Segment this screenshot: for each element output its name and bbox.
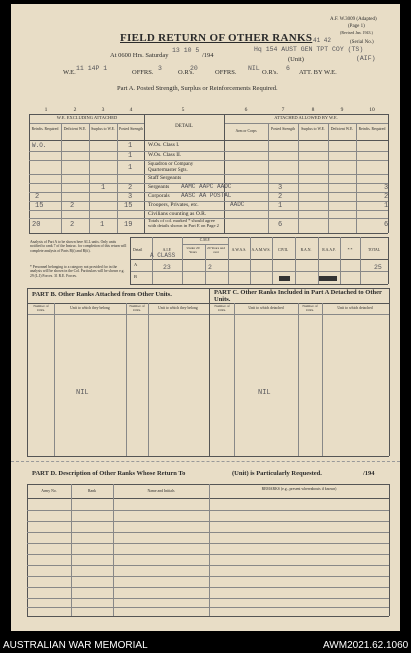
col-head: Unit to which detached bbox=[248, 306, 284, 310]
analysis-head: Detail bbox=[133, 248, 143, 252]
attached-header: ATTACHED ALLOWED BY W.E. bbox=[274, 115, 338, 120]
analysis-head: * * bbox=[347, 248, 353, 252]
arm-typed: AAMC AAPC AADC bbox=[181, 183, 232, 190]
col-head: Rank bbox=[87, 489, 97, 493]
page-ref: (Page 1) bbox=[348, 24, 365, 29]
form-ref: A.F. W.3009 (Adapted) bbox=[330, 17, 377, 22]
analysis-head: R.A.A.F. bbox=[322, 248, 336, 252]
part-b-nil: NIL bbox=[76, 389, 89, 397]
row-a-label: A bbox=[134, 262, 138, 267]
unit-typed: Hq 154 AUST GEN TPT COY (TS) bbox=[254, 46, 364, 53]
we-typed: 11 14P 1 bbox=[76, 65, 108, 72]
row-detail: W.Os. Class II. bbox=[148, 152, 182, 158]
typed-cell: 1 bbox=[100, 221, 105, 229]
unit-label: (Unit) bbox=[288, 56, 304, 63]
part-c-title: PART C. Other Ranks Included in Part A Detached to Other Units. bbox=[214, 289, 382, 304]
col-number: 4 bbox=[129, 107, 133, 113]
footer-left: AUSTRALIAN WAR MEMORIAL bbox=[3, 640, 148, 651]
paper-sheet bbox=[11, 4, 400, 631]
typed-cell: 19 bbox=[124, 221, 133, 229]
we-excluding-header: W.E. EXCLUDING ATTACHED bbox=[56, 115, 118, 120]
analysis-aif: 23 bbox=[163, 264, 171, 271]
col-head: Unit to which they belong bbox=[158, 306, 198, 310]
analysis-head: TOTAL bbox=[367, 248, 381, 252]
ors-label-2: O.R's. bbox=[262, 69, 278, 76]
offrs2-typed: NIL bbox=[248, 65, 260, 72]
perforation-line bbox=[11, 461, 400, 462]
date-typed: 13 10 5 bbox=[172, 47, 200, 54]
typed-cell: 15 bbox=[124, 202, 133, 210]
footer-right: AWM2021.62.1060 bbox=[323, 640, 409, 651]
col-head: Posted Strength bbox=[119, 127, 143, 131]
col-head: Number of O.Rs. bbox=[129, 304, 145, 312]
row-detail: Totals of col. marked * should agree with details shown in Part E on Page 2 bbox=[148, 218, 219, 228]
part-d-title: PART D. Description of Other Ranks Whose Return To bbox=[32, 470, 186, 477]
ors-typed: 20 bbox=[190, 65, 198, 72]
part-d-unit-label: (Unit) is Particularly Requested. bbox=[232, 470, 322, 477]
at-hrs-label: At 0600 Hrs. Saturday bbox=[110, 52, 169, 59]
col-number: 7 bbox=[281, 107, 285, 113]
col-head: Army No. bbox=[41, 489, 57, 493]
col-head: Unit to which they belong bbox=[70, 306, 110, 310]
form-title: FIELD RETURN OF OTHER RANKS bbox=[120, 32, 313, 44]
typed-cell: 6 bbox=[278, 221, 283, 229]
typed-cell: 2 bbox=[128, 184, 133, 192]
row-b-label: B bbox=[134, 274, 138, 279]
analysis-20over: 2 bbox=[208, 264, 212, 271]
typed-cell: 6 bbox=[384, 221, 389, 229]
typed-cell: 3 bbox=[278, 184, 283, 192]
typed-cell: 15 bbox=[35, 202, 44, 210]
typed-cell: 1 bbox=[128, 142, 133, 150]
typed-cell: 1 bbox=[128, 164, 133, 172]
col-head: Reinfts. Required bbox=[358, 127, 386, 131]
we-label: W.E. bbox=[63, 69, 76, 76]
typed-cell: 2 bbox=[278, 193, 283, 201]
row-detail: Squadron or Company Quartermaster Sgts. bbox=[148, 162, 194, 173]
row-detail: Sergeants bbox=[148, 184, 170, 190]
col-head: Reinfts. Required bbox=[31, 127, 59, 131]
row-detail: Staff Sergeants bbox=[148, 175, 182, 181]
analysis-head: A.W.A.S. bbox=[231, 248, 247, 252]
offrs-label: OFFRS. bbox=[132, 69, 154, 76]
col-head: Surplus to W.E. bbox=[91, 127, 115, 131]
typed-cell: 1 bbox=[128, 152, 133, 160]
typed-cell: W.O. bbox=[32, 142, 47, 149]
ors2-typed: 6 bbox=[286, 65, 290, 72]
typed-cell: 2 bbox=[70, 202, 75, 210]
analysis-note-2: * Personnel belonging to a category not provided for in the analysis will be shown in the Col. Particulars will be shown e.g. 29 (L.I) Forces. 31 R.E. Forces. bbox=[30, 265, 125, 278]
typed-cell: 20 bbox=[32, 221, 41, 229]
offrs-label-2: OFFRS. bbox=[215, 69, 237, 76]
row-detail: Corporals bbox=[148, 193, 170, 199]
ink-blot bbox=[279, 276, 290, 281]
serial-no-label: (Serial No.) bbox=[350, 40, 374, 45]
analysis-head: A.I.F. bbox=[162, 248, 172, 252]
col-head: Unit to which detached bbox=[337, 306, 373, 310]
part-a-title: Part A. Posted Strength, Surplus or Reinforcements Required. bbox=[117, 85, 278, 92]
year-label: /194 bbox=[202, 52, 214, 59]
col-head: REMARKS (e.g., present whereabouts if known) bbox=[261, 487, 337, 491]
part-b-title: PART B. Other Ranks Attached from Other Units. bbox=[32, 291, 172, 298]
arm-typed: AADC bbox=[230, 201, 245, 208]
col-head: Deficient W.E. bbox=[330, 127, 354, 131]
row-detail: Civilians counting as O.R. bbox=[148, 211, 207, 217]
col-number: 9 bbox=[340, 107, 344, 113]
col-head: Name and Initials bbox=[147, 489, 175, 493]
typed-cell: 3 bbox=[128, 193, 133, 201]
col-number: 10 bbox=[369, 107, 375, 113]
row-detail: Troopers, Privates, etc. bbox=[148, 202, 199, 208]
col-number: 3 bbox=[101, 107, 105, 113]
row-detail: W.Os. Class I. bbox=[148, 142, 180, 148]
typed-cell: 3 bbox=[384, 184, 389, 192]
col-head: Arm or Corps bbox=[235, 129, 257, 133]
typed-cell: 1 bbox=[278, 202, 283, 210]
col-number: 5 bbox=[181, 107, 185, 113]
col-head: Number of O.Rs. bbox=[302, 304, 318, 312]
cmf-label: C.M.F. bbox=[199, 238, 211, 242]
serial-typed: 41 42 bbox=[313, 37, 332, 44]
att-label: ATT. BY W.E. bbox=[299, 69, 337, 76]
col-number: 6 bbox=[244, 107, 248, 113]
col-number: 2 bbox=[73, 107, 77, 113]
typed-cell: 2 bbox=[70, 221, 75, 229]
detail-header: DETAIL bbox=[175, 124, 193, 129]
col-head: Posted Strength bbox=[271, 127, 295, 131]
part-d-date-label: /194 bbox=[363, 470, 375, 477]
arm-typed: AASC AA POSTAL bbox=[181, 192, 232, 199]
analysis-head: R.A.N. bbox=[300, 248, 312, 252]
analysis-head: 20 Years and over bbox=[207, 246, 225, 254]
typed-cell: 1 bbox=[384, 202, 389, 210]
analysis-note-1: Analysis of Part A to be shown here ALL units. Only units notified to rank 7 of the Instruc. for completion of this return will complete analysis of Parts B(i) and B(ii). bbox=[30, 240, 127, 253]
part-c-nil: NIL bbox=[258, 389, 271, 397]
col-head: Surplus to W.E. bbox=[301, 127, 325, 131]
revised-note: (Revised Jan. 1943.) bbox=[340, 30, 373, 35]
col-head: Deficient W.E. bbox=[63, 127, 87, 131]
col-number: 8 bbox=[311, 107, 315, 113]
analysis-head: Under 20 Years bbox=[186, 246, 200, 254]
ors-label: O.R's. bbox=[178, 69, 194, 76]
unit-typed-2: (AIF) bbox=[356, 55, 376, 62]
col-head: Number of O.Rs. bbox=[214, 304, 230, 312]
offrs-typed: 3 bbox=[158, 65, 162, 72]
col-head: Number of O.Rs. bbox=[33, 304, 49, 312]
col-number: 1 bbox=[44, 107, 48, 113]
analysis-total: 25 bbox=[374, 264, 382, 271]
ink-blot bbox=[319, 276, 337, 281]
analysis-head: A.A.M.W.S. bbox=[251, 248, 271, 252]
analysis-typed: A CLASS bbox=[150, 252, 176, 259]
analysis-head: CIVIL bbox=[277, 248, 289, 252]
typed-cell: 1 bbox=[101, 184, 106, 192]
typed-cell: 2 bbox=[384, 193, 389, 201]
typed-cell: 2 bbox=[35, 193, 40, 201]
